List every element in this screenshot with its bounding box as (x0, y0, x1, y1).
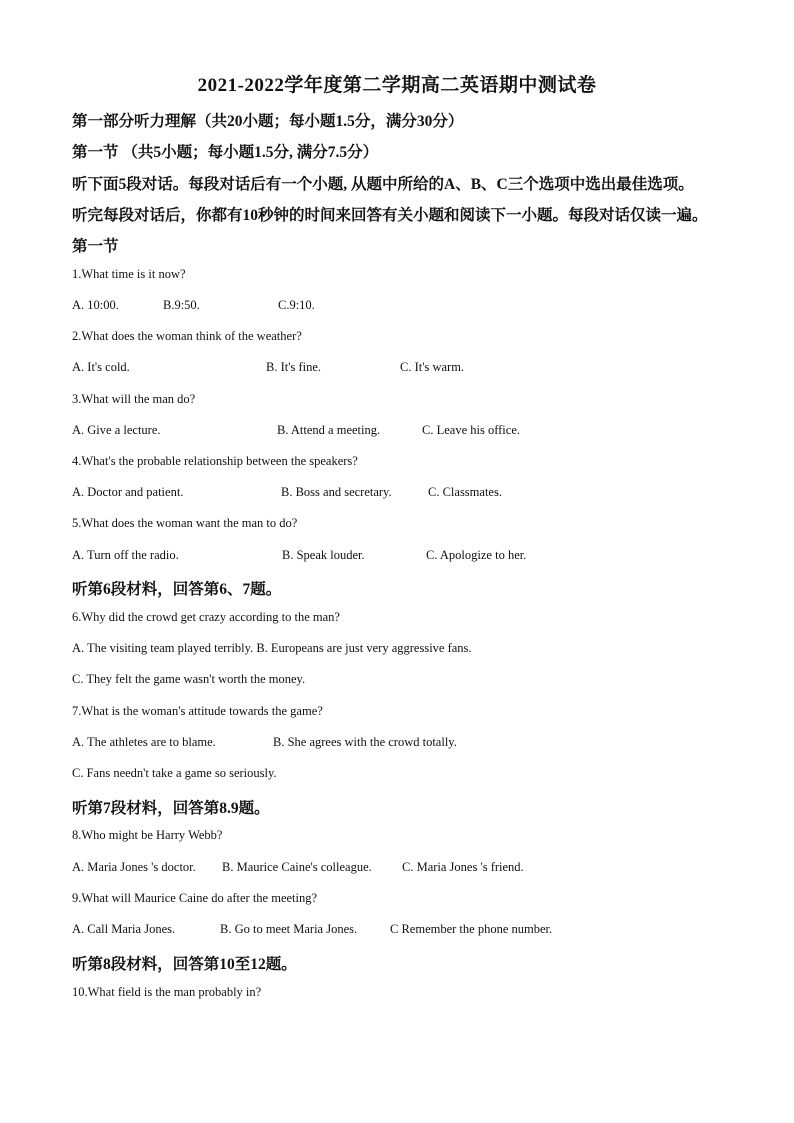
q2-option-a: A. It's cold. (72, 360, 130, 374)
q7-option-b: B. She agrees with the crowd totally. (273, 735, 457, 749)
q5-option-a: A. Turn off the radio. (72, 548, 179, 562)
q7-option-c: C. Fans needn't take a game so seriously. (72, 766, 277, 780)
question-8: 8.Who might be Harry Webb? (72, 828, 223, 842)
q4-option-c: C. Classmates. (428, 485, 502, 499)
question-7: 7.What is the woman's attitude towards the game? (72, 704, 323, 718)
instruction-line-2: 听完每段对话后，你都有10秒钟的时间来回答有关小题和阅读下一小题。每段对话仅读一遍。 (72, 207, 708, 224)
q6-options-line-2: C. They felt the game wasn't worth the money. (72, 672, 306, 686)
q4-option-b: B. Boss and secretary. (281, 485, 392, 499)
group8-header: 听第8段材料，回答第10至12题。 (72, 956, 297, 973)
q3-option-c: C. Leave his office. (422, 423, 520, 437)
question-6: 6.Why did the crowd get crazy according to the man? (72, 610, 340, 624)
q9-option-a: A. Call Maria Jones. (72, 922, 176, 936)
q7-option-a: A. The athletes are to blame. (72, 735, 216, 749)
q3-option-b: B. Attend a meeting. (277, 423, 381, 437)
q9-option-b: B. Go to meet Maria Jones. (220, 922, 358, 936)
question-5: 5.What does the woman want the man to do? (72, 516, 298, 530)
q5-option-c: C. Apologize to her. (426, 548, 527, 562)
question-1: 1.What time is it now? (72, 267, 186, 281)
q6-options-line-1: A. The visiting team played terribly. B. Europeans are just very aggressive fans. (72, 641, 472, 655)
section1-header: 第一节 （共5小题；每小题1.5分, 满分7.5分） (72, 144, 379, 161)
q3-option-a: A. Give a lecture. (72, 423, 161, 437)
group6-header: 听第6段材料，回答第6、7题。 (72, 581, 282, 598)
q8-option-c: C. Maria Jones 's friend. (402, 860, 524, 874)
q2-option-c: C. It's warm. (400, 360, 465, 374)
q4-option-a: A. Doctor and patient. (72, 485, 184, 499)
question-10: 10.What field is the man probably in? (72, 985, 262, 999)
question-4: 4.What's the probable relationship between the speakers? (72, 454, 358, 468)
question-2: 2.What does the woman think of the weather? (72, 329, 302, 343)
question-9: 9.What will Maurice Caine do after the meeting? (72, 891, 318, 905)
part1-header: 第一部分听力理解（共20小题；每小题1.5分，满分30分） (72, 113, 464, 130)
q1-option-c: C.9:10. (278, 298, 315, 312)
q5-option-b: B. Speak louder. (282, 548, 365, 562)
q8-option-b: B. Maurice Caine's colleague. (222, 860, 372, 874)
q2-option-b: B. It's fine. (266, 360, 322, 374)
q8-option-a: A. Maria Jones 's doctor. (72, 860, 196, 874)
q9-option-c: C Remember the phone number. (390, 922, 553, 936)
q1-option-b: B.9:50. (163, 298, 200, 312)
section1-label: 第一节 (72, 238, 119, 255)
question-3: 3.What will the man do? (72, 392, 196, 406)
instruction-line-1: 听下面5段对话。每段对话后有一个小题, 从题中所给的A、B、C三个选项中选出最佳选项。 (72, 176, 694, 193)
q1-option-a: A. 10:00. (72, 298, 119, 312)
group7-header: 听第7段材料，回答第8.9题。 (72, 800, 270, 817)
exam-title: 2021-2022学年度第二学期高二英语期中测试卷 (197, 75, 597, 96)
